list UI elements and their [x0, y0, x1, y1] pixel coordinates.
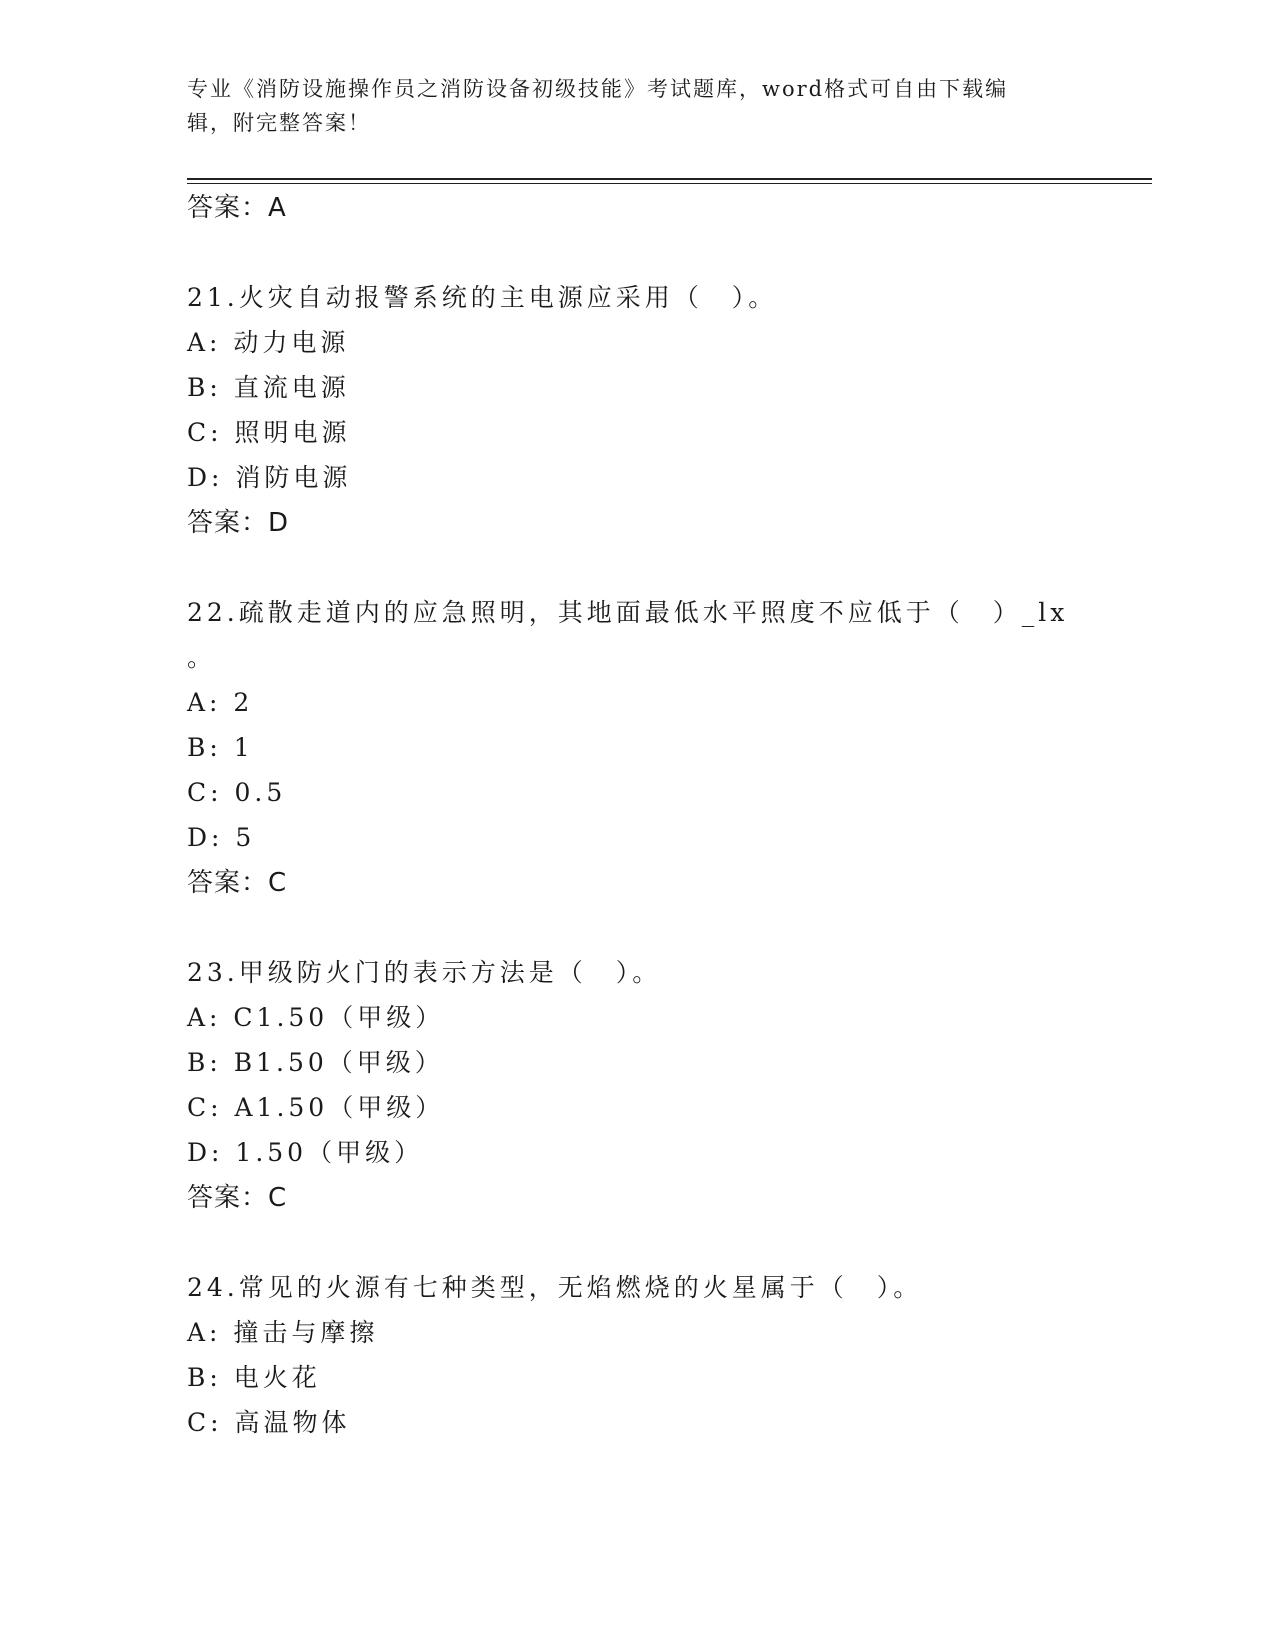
option-22-d: D: 5 — [187, 823, 256, 852]
header-line-1: 专业《消防设施操作员之消防设备初级技能》考试题库，word格式可自由下载编 — [187, 77, 1009, 101]
option-23-a: A: C1.50（甲级） — [187, 1003, 445, 1032]
header-divider-thin — [187, 183, 1152, 184]
option-21-b: B: 直流电源 — [187, 373, 350, 402]
option-22-b: B: 1 — [187, 733, 254, 762]
option-24-b: B: 电火花 — [187, 1363, 321, 1392]
answer-21: 答案：D — [187, 508, 290, 538]
answer-line: 答案：A — [187, 193, 287, 223]
question-21: 21.火灾自动报警系统的主电源应采用（ ）。 — [187, 283, 778, 312]
answer-22: 答案：C — [187, 868, 288, 898]
header-divider-thick — [187, 178, 1152, 180]
option-22-c: C: 0.5 — [187, 778, 287, 807]
document-header — [187, 72, 1067, 140]
question-24: 24.常见的火源有七种类型，无焰燃烧的火星属于（ ）。 — [187, 1273, 923, 1302]
option-23-c: C: A1.50（甲级） — [187, 1093, 445, 1122]
option-22-a: A: 2 — [187, 688, 254, 717]
option-24-c: C: 高温物体 — [187, 1408, 351, 1437]
option-23-b: B: B1.50（甲级） — [187, 1048, 444, 1077]
question-23: 23.甲级防火门的表示方法是（ ）。 — [187, 958, 662, 987]
question-22: 22.疏散走道内的应急照明，其地面最低水平照度不应低于（ ）_lx — [187, 598, 1069, 627]
option-21-c: C: 照明电源 — [187, 418, 351, 447]
option-23-d: D: 1.50（甲级） — [187, 1138, 424, 1167]
question-22-continuation: 。 — [187, 643, 217, 672]
answer-23: 答案：C — [187, 1183, 288, 1213]
header-line-2: 辑，附完整答案！ — [187, 111, 371, 135]
option-21-a: A: 动力电源 — [187, 328, 350, 357]
option-21-d: D: 消防电源 — [187, 463, 352, 492]
option-24-a: A: 撞击与摩擦 — [187, 1318, 379, 1347]
